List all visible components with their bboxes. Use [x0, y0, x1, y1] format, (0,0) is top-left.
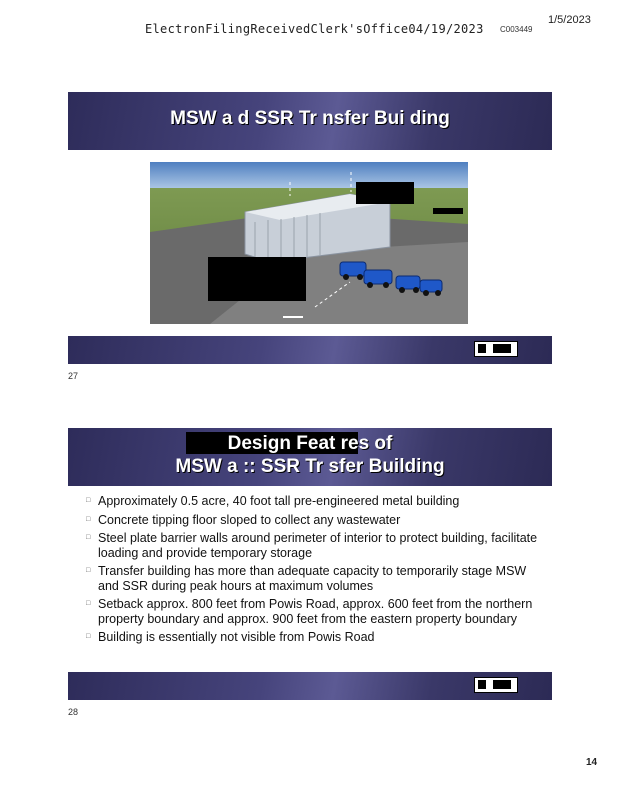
- rendering-illustration: [150, 162, 468, 324]
- filing-stamp: ElectronFilingReceivedClerk'sOffice04/19/2023: [145, 22, 484, 36]
- slide-footer-band: [68, 336, 552, 364]
- building-rendering: [150, 162, 468, 324]
- slide-number-28: 28: [68, 707, 79, 717]
- document-id: C003449: [500, 25, 533, 34]
- list-item: □ Transfer building has more than adequate capacity to temporarily stage MSW and SSR during peak hours at maximum volumes: [86, 564, 546, 593]
- page-date: 1/5/2023: [548, 14, 591, 26]
- list-item: □ Concrete tipping floor sloped to collect any wastewater: [86, 513, 546, 528]
- slide-27: [68, 92, 552, 364]
- list-item: □ Setback approx. 800 feet from Powis Road, approx. 600 feet from the northern property boundary and approx. 900 feet from the eastern property boundary: [86, 597, 546, 626]
- list-item: □ Building is essentially not visible from Powis Road: [86, 630, 546, 645]
- slide-28-title-line2: MSW a :: SSR Tr sfer Building: [175, 456, 445, 477]
- company-logo: [474, 341, 518, 357]
- slide-27-title: MSW a d SSR Tr nsfer Bui ding: [170, 108, 450, 129]
- slide-28-title-line1: Design Feat res of: [227, 433, 393, 454]
- slide-title-band: [68, 428, 552, 486]
- page-number: 14: [586, 757, 598, 768]
- slide-number-27: 27: [68, 371, 79, 381]
- list-item: □ Approximately 0.5 acre, 40 foot tall pre-engineered metal building: [86, 494, 546, 509]
- company-logo: [474, 677, 518, 693]
- list-item: □ Steel plate barrier walls around perimeter of interior to protect building, facilitate loading and provide temporary storage: [86, 531, 546, 560]
- slide-title-band: [68, 92, 552, 150]
- slide-footer-band: [68, 672, 552, 700]
- feature-list: [86, 494, 546, 649]
- slide-28: [68, 428, 552, 700]
